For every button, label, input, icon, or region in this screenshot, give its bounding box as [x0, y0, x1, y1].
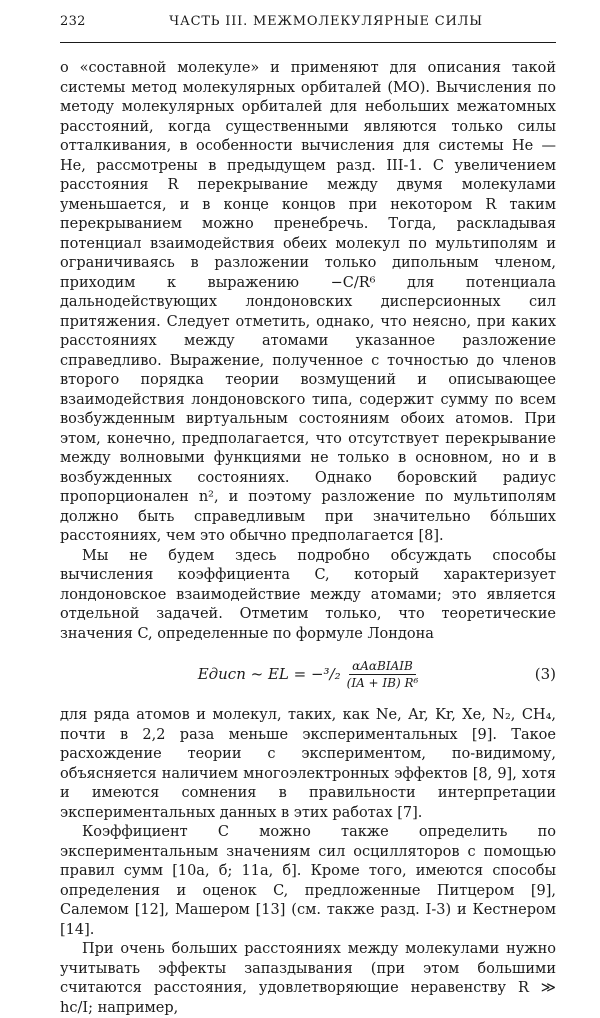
formula-3	[60, 650, 556, 698]
header-rule	[60, 42, 556, 43]
paragraph-3: для ряда атомов и молекул, таких, как Ne, Ar, Kr, Xe, N₂, CH₄, почти в 2,2 раза меньше экспериментальных [9]. Такое расхождение теории с экспериментом, по-видимому, объясняется наличием многоэлектронных эффектов [8, 9], хотя и имеются сомнения в правильности интерпретации экспериментальных данных в этих работах [7].	[60, 707, 556, 821]
formula-numerator: αAαBIAIB	[349, 659, 416, 675]
equation-number: (3)	[534, 665, 556, 683]
running-head	[60, 14, 556, 38]
formula-denominator: (IA + IB) R⁶	[346, 675, 419, 690]
formula-lhs: Eдисп ~ EL = −³/₂	[197, 665, 341, 683]
paragraph-4: Коэффициент C можно также определить по экспериментальным значениям сил осцилляторов с помощью правил сумм [10а, б; 11а, б]. Кроме того, имеются способы определения и оценок C, предложенные Питцером [9], Салемом [12], Машером [13] (см. также разд. I-3) и Кестнером [14].	[60, 824, 556, 938]
body-text	[60, 59, 556, 1018]
paragraph-1: о «составной молекуле» и применяют для описания такой системы метод молекулярных орбиталей (МО). Вычисления по методу молекулярных орбиталей для небольших межатомных расстояний, когда существенными являются только силы отталкивания, в особенности вычисления для системы He — He, рассмотрены в предыдущем разд. III-1. С увеличением расстояния R перекрывание между двумя молекулами уменьшается, и в конце концов при некотором R таким перекрыванием можно пренебречь. Тогда, раскладывая потенциал взаимодействия обеих молекул по мультиполям и ограничиваясь в разложении только дипольным членом, приходим к выражению −C/R⁶ для потенциала дальнодействующих лондоновских дисперсионных сил притяжения. Следует отметить, однако, что неясно, при каких расстояниях между атомами указанное разложение справедливо. Выражение, полученное с точностью до членов второго порядка теории возмущений и описывающее взаимодействия лондоновского типа, содержит сумму по всем возбужденным виртуальным состояниям обоих атомов. При этом, конечно, предполагается, что отсутствует перекрывание между волновыми функциями не только в основном, но и в возбужденных состояниях. Однако боровский радиус пропорционален n², и поэтому разложение по мультиполям должно быть справедливым при значительно бо́льших расстояниях, чем это обычно предполагается [8].	[60, 60, 556, 544]
formula-expression	[198, 659, 419, 690]
page-number: 232	[60, 14, 86, 29]
paragraph-5: При очень больших расстояниях между молекулами нужно учитывать эффекты запаздывания (при этом большими считаются расстояния, удовлетворяющие неравенству R ≫ hc/I; например,	[60, 941, 556, 1016]
paragraph-2: Мы не будем здесь подробно обсуждать способы вычисления коэффициента C, который характеризует лондоновское взаимодействие между атомами; это является отдельной задачей. Отметим только, что теоретические значения C, определенные по формуле Лондона	[60, 547, 556, 642]
running-title: ЧАСТЬ III. МЕЖМОЛЕКУЛЯРНЫЕ СИЛЫ	[169, 14, 483, 29]
formula-fraction	[347, 659, 419, 690]
